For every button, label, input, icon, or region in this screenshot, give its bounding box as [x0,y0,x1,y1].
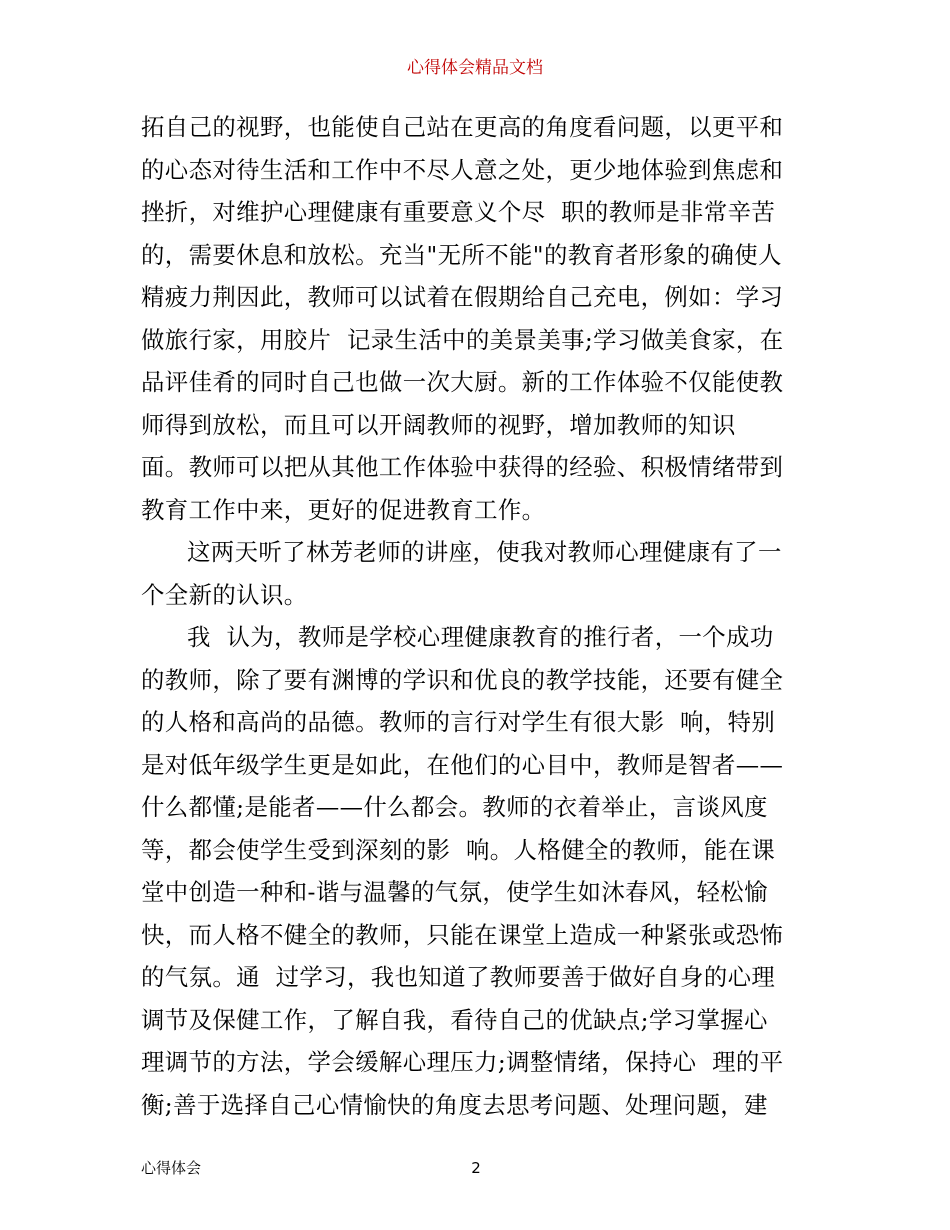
text-line: 师得到放松，而且可以开阔教师的视野，增加教师的知识 [141,410,736,439]
text-line: 调节及保健工作，了解自我，看待自己的优缺点;学习掌握心 [141,1005,768,1034]
footer-label: 心得体会 [141,1159,202,1177]
text-line: 个全新的认识。 [141,580,308,609]
page-header-title: 心得体会精品文档 [407,58,543,78]
text-line: 精疲力荆因此，教师可以试着在假期给自己充电，例如：学习 [141,283,784,311]
body-text [141,106,811,1126]
text-line: 理调节的方法，学会缓解心理压力;调整情绪，保持心 理的平 [141,1048,784,1076]
text-line: 衡;善于选择自己心情愉快的角度去思考问题、处理问题，建 [141,1090,768,1119]
text-line: 挫折，对维护心理健康有重要意义个尽 职的教师是非常辛苦 [141,198,776,226]
text-line: 品评佳肴的同时自己也做一次大厨。新的工作体验不仅能使教 [141,368,784,396]
text-line: 的，需要休息和放松。充当"无所不能"的教育者形象的确使人 [141,240,782,269]
paragraph-start-line: 我 认为，教师是学校心理健康教育的推行者，一个成功 [187,623,774,651]
text-line: 做旅行家，用胶片 记录生活中的美景美事;学习做美食家，在 [141,325,784,354]
text-line: 的气氛。通 过学习，我也知道了教师要善于做好自身的心理 [141,963,776,991]
paragraph-start-line: 这两天听了林芳老师的讲座，使我对教师心理健康有了一 [187,538,782,566]
text-line: 的教师，除了要有渊博的学识和优良的教学技能，还要有健全 [141,665,784,694]
text-line: 快，而人格不健全的教师，只能在课堂上造成一种紧张或恐怖 [141,920,784,949]
text-line: 教育工作中来，更好的促进教育工作。 [141,495,546,524]
text-line: 面。教师可以把从其他工作体验中获得的经验、积极情绪带到 [141,453,784,481]
text-line: 等，都会使学生受到深刻的影 响。人格健全的教师，能在课 [141,835,776,864]
page-number: 2 [471,1159,481,1177]
text-line: 拓自己的视野，也能使自己站在更高的角度看问题，以更平和 [141,113,784,141]
text-line: 什么都懂;是能者——什么都会。教师的衣着举止，言谈风度 [141,793,768,821]
text-line: 的心态对待生活和工作中不尽人意之处，更少地体验到焦虑和 [141,155,784,184]
text-line: 是对低年级学生更是如此，在他们的心目中，教师是智者—— [141,750,784,779]
text-line: 堂中创造一种和-谐与温馨的气氛，使学生如沐春风，轻松愉 [141,878,768,906]
text-line: 的人格和高尚的品德。教师的言行对学生有很大影 响，特别 [141,708,776,736]
